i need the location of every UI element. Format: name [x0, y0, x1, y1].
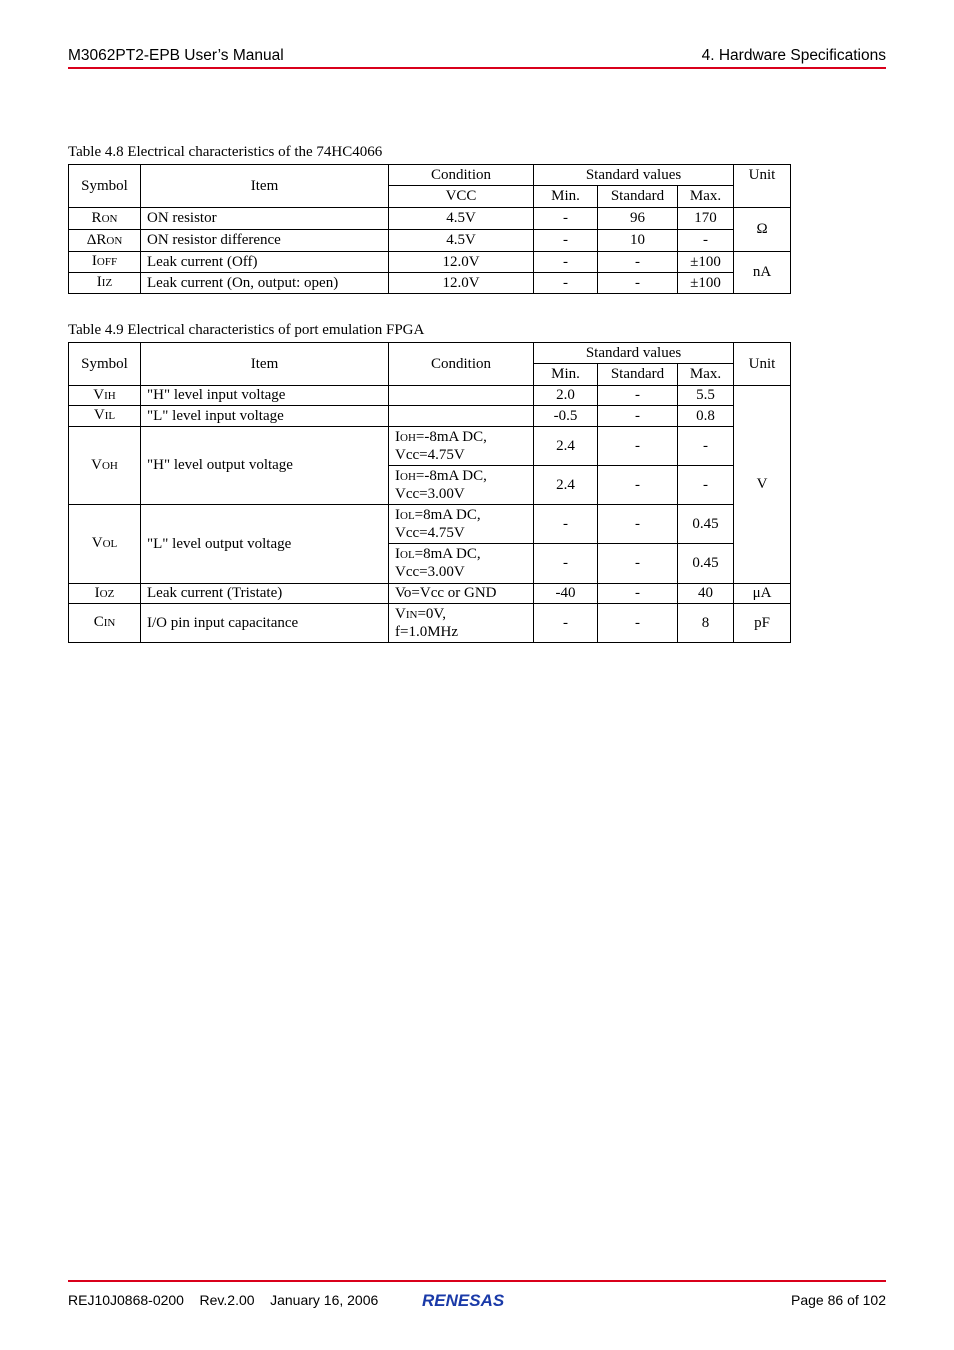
standard-cell: - — [598, 406, 678, 427]
max-cell: 0.45 — [678, 544, 734, 584]
condition-cell: IOH=-8mA DC, Vcc=3.00V — [389, 466, 534, 505]
table2-caption: Table 4.9 Electrical characteristics of port emulation FPGA — [68, 322, 425, 338]
condition-cell: 12.0V — [389, 273, 534, 294]
table1-caption: Table 4.8 Electrical characteristics of the 74HC4066 — [68, 144, 383, 160]
header-min: Min. — [534, 186, 598, 208]
standard-cell: - — [598, 252, 678, 273]
item-cell: "H" level output voltage — [141, 427, 389, 505]
table-row — [69, 208, 791, 230]
table-row — [69, 386, 791, 406]
standard-cell: 96 — [598, 208, 678, 230]
max-cell: - — [678, 427, 734, 466]
table-row — [69, 427, 791, 466]
min-cell: -0.5 — [534, 406, 598, 427]
condition-cell: 12.0V — [389, 252, 534, 273]
min-cell: 2.4 — [534, 427, 598, 466]
header-symbol: Symbol — [69, 343, 141, 386]
max-cell: 8 — [678, 604, 734, 643]
max-cell: 5.5 — [678, 386, 734, 406]
header-max: Max. — [678, 186, 734, 208]
header-standard-values: Standard values — [534, 165, 734, 186]
condition-cell: VIN=0V, f=1.0MHz — [389, 604, 534, 643]
min-cell: - — [534, 273, 598, 294]
min-cell: - — [534, 604, 598, 643]
symbol-cell: VOL — [69, 505, 141, 584]
min-cell: - — [534, 208, 598, 230]
header-standard: Standard — [598, 186, 678, 208]
header-max: Max. — [678, 364, 734, 386]
min-cell: - — [534, 252, 598, 273]
unit-cell-volt: V — [734, 386, 791, 584]
min-cell: -40 — [534, 584, 598, 604]
item-cell: ON resistor difference — [141, 230, 389, 252]
standard-cell: - — [598, 544, 678, 584]
footer-document-info: REJ10J0868-0200 Rev.2.00 January 16, 2006 — [68, 1292, 379, 1308]
symbol-cell: IOZ — [69, 584, 141, 604]
condition-cell: IOL=8mA DC, Vcc=4.75V — [389, 505, 534, 544]
symbol-cell: VIL — [69, 406, 141, 427]
standard-cell: - — [598, 273, 678, 294]
standard-cell: - — [598, 427, 678, 466]
symbol-cell: VOH — [69, 427, 141, 505]
max-cell: 0.8 — [678, 406, 734, 427]
table-row — [69, 604, 791, 643]
max-cell: ±100 — [678, 252, 734, 273]
max-cell: - — [678, 466, 734, 505]
condition-cell: Vo=Vcc or GND — [389, 584, 534, 604]
header-symbol: Symbol — [69, 165, 141, 208]
item-cell: "L" level input voltage — [141, 406, 389, 427]
header-standard: Standard — [598, 364, 678, 386]
table-74hc4066 — [68, 164, 791, 294]
unit-cell-na: nA — [734, 252, 791, 294]
unit-cell-ohm: Ω — [734, 208, 791, 252]
header-vcc: VCC — [389, 186, 534, 208]
standard-cell: - — [598, 584, 678, 604]
symbol-cell: ΔRON — [69, 230, 141, 252]
standard-cell: - — [598, 466, 678, 505]
unit-cell-picofarad: pF — [734, 604, 791, 643]
max-cell: 0.45 — [678, 505, 734, 544]
header-condition: Condition — [389, 343, 534, 386]
table-row — [69, 273, 791, 294]
footer-page-number: Page 86 of 102 — [791, 1292, 886, 1308]
min-cell: 2.4 — [534, 466, 598, 505]
header-condition: Condition — [389, 165, 534, 186]
min-cell: - — [534, 230, 598, 252]
standard-cell: - — [598, 386, 678, 406]
symbol-cell: IIZ — [69, 273, 141, 294]
header-item: Item — [141, 343, 389, 386]
renesas-logo-icon — [420, 1289, 532, 1311]
table-row — [69, 252, 791, 273]
symbol-cell: IOFF — [69, 252, 141, 273]
table-port-emulation-fpga — [68, 342, 791, 643]
min-cell: - — [534, 505, 598, 544]
max-cell: ±100 — [678, 273, 734, 294]
condition-cell — [389, 386, 534, 406]
symbol-cell: RON — [69, 208, 141, 230]
max-cell: - — [678, 230, 734, 252]
symbol-cell: CIN — [69, 604, 141, 643]
condition-cell — [389, 406, 534, 427]
header-unit: Unit — [734, 165, 791, 208]
max-cell: 40 — [678, 584, 734, 604]
standard-cell: - — [598, 505, 678, 544]
condition-cell: IOL=8mA DC, Vcc=3.00V — [389, 544, 534, 584]
table-row — [69, 406, 791, 427]
condition-cell: 4.5V — [389, 230, 534, 252]
svg-text:RENESAS: RENESAS — [422, 1291, 505, 1310]
header-min: Min. — [534, 364, 598, 386]
item-cell: I/O pin input capacitance — [141, 604, 389, 643]
min-cell: - — [534, 544, 598, 584]
header-unit: Unit — [734, 343, 791, 386]
unit-cell-microamp: μA — [734, 584, 791, 604]
item-cell: "L" level output voltage — [141, 505, 389, 584]
item-cell: "H" level input voltage — [141, 386, 389, 406]
table-row — [69, 505, 791, 544]
header-section-title: 4. Hardware Specifications — [701, 47, 886, 64]
max-cell: 170 — [678, 208, 734, 230]
condition-cell: 4.5V — [389, 208, 534, 230]
standard-cell: 10 — [598, 230, 678, 252]
page-footer — [68, 1280, 886, 1310]
condition-cell: IOH=-8mA DC, Vcc=4.75V — [389, 427, 534, 466]
item-cell: Leak current (Tristate) — [141, 584, 389, 604]
table-row — [69, 584, 791, 604]
page-header — [68, 46, 886, 69]
item-cell: ON resistor — [141, 208, 389, 230]
header-manual-title: M3062PT2-EPB User’s Manual — [68, 47, 284, 64]
header-standard-values: Standard values — [534, 343, 734, 364]
item-cell: Leak current (Off) — [141, 252, 389, 273]
standard-cell: - — [598, 604, 678, 643]
symbol-cell: VIH — [69, 386, 141, 406]
item-cell: Leak current (On, output: open) — [141, 273, 389, 294]
min-cell: 2.0 — [534, 386, 598, 406]
header-item: Item — [141, 165, 389, 208]
table-row — [69, 230, 791, 252]
